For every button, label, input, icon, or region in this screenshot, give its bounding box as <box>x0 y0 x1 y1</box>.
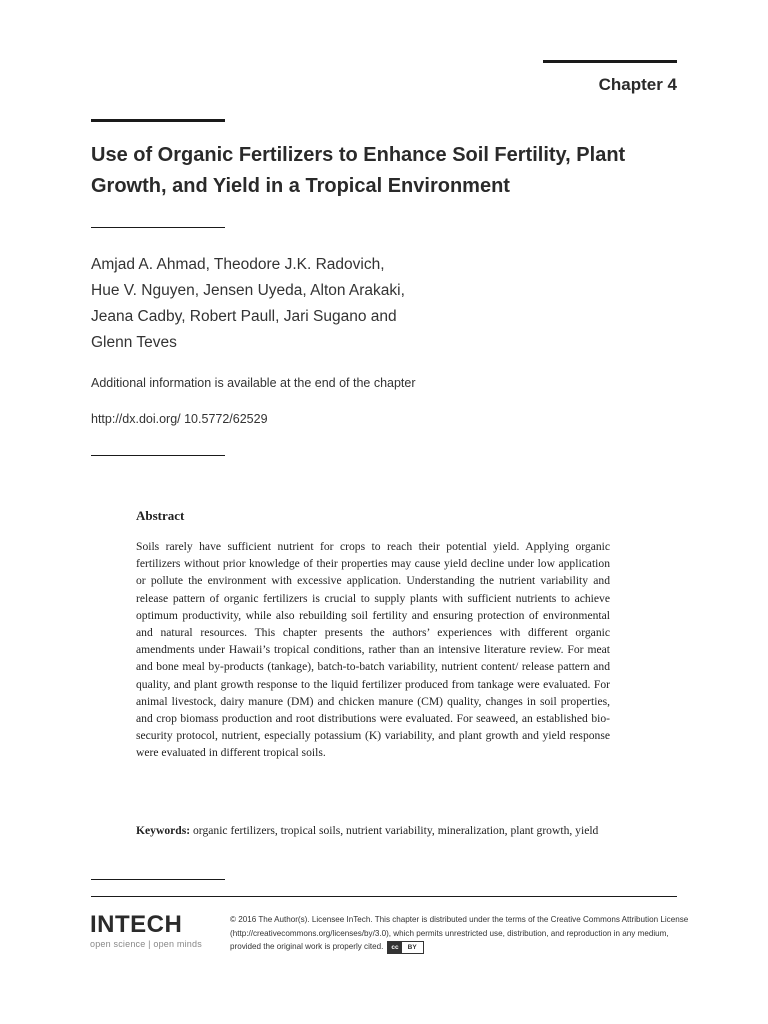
footer-rule <box>91 896 677 897</box>
additional-info-note: Additional information is available at the end of the chapter <box>91 376 416 390</box>
chapter-rule <box>543 60 677 63</box>
logo-tagline: open science | open minds <box>90 939 202 949</box>
chapter-label: Chapter 4 <box>598 75 677 94</box>
footnote-rule <box>91 879 225 880</box>
doi-rule <box>91 455 225 456</box>
cc-by-icon[interactable] <box>387 941 423 954</box>
keywords <box>136 822 610 839</box>
title-top-rule <box>91 119 225 122</box>
author-line: Jeana Cadby, Robert Paull, Jari Sugano and <box>91 308 397 325</box>
author-line: Hue V. Nguyen, Jensen Uyeda, Alton Arakaki, <box>91 282 405 299</box>
chapter-title: Use of Organic Fertilizers to Enhance Soil Fertility, Plant Growth, and Yield in a Tropical Environment <box>91 144 626 197</box>
doi-link[interactable]: http://dx.doi.org/ 10.5772/62529 <box>91 412 268 426</box>
license-notice <box>230 913 690 954</box>
abstract-body: Soils rarely have sufficient nutrient for crops to reach their potential yield. Applying organic fertilizers without prior knowledge of their properties may cause yield decline under low application or pollute the environment with excessive application. Understanding the nutrient variability and release pattern of organic fertilizers is crucial to supply plants with sufficient nutrients to achieve optimum productivity, while also rebuilding soil fertility and ensuring protection of environmental and natural resources. This chapter presents the authors’ experiences with different organic amendments under Hawaii’s tropical conditions, rather than an intensive literature review. For meat and bone meal by-products (tankage), batch-to-batch variability, nutrient content/ release pattern and quality, and plant growth response to the liquid fertilizer produced from tankage were evaluated. For animal livestock, dairy manure (DM) and chicken manure (CM) quality, changes in soil properties, and crop biomass production and root distributions were evaluated. For seaweed, an established bio-security protocol, nutrient, especially potassium (K) variability, and plant growth and yield response were evaluated in different tropical soils. <box>136 540 610 760</box>
logo-wordmark: INTECH <box>90 911 183 938</box>
author-list <box>91 252 571 356</box>
keywords-label: Keywords: <box>136 824 191 837</box>
cc-badge-cc: cc <box>388 942 401 953</box>
keywords-text: organic fertilizers, tropical soils, nutrient variability, mineralization, plant growth, yield <box>190 824 599 837</box>
intech-logo <box>90 912 202 950</box>
author-line: Amjad A. Ahmad, Theodore J.K. Radovich, <box>91 256 385 273</box>
abstract-heading: Abstract <box>136 508 185 523</box>
title-bottom-rule <box>91 227 225 228</box>
author-line: Glenn Teves <box>91 334 177 351</box>
cc-badge-by: BY <box>407 943 417 951</box>
license-text: © 2016 The Author(s). Licensee InTech. This chapter is distributed under the terms of the Creative Commons Attribution License (http://creativecommons.org/licenses/by/3.0), which permits unrestricted use, distribution, and reproduction in any medium, provided the original work is properly cited. <box>230 915 689 952</box>
